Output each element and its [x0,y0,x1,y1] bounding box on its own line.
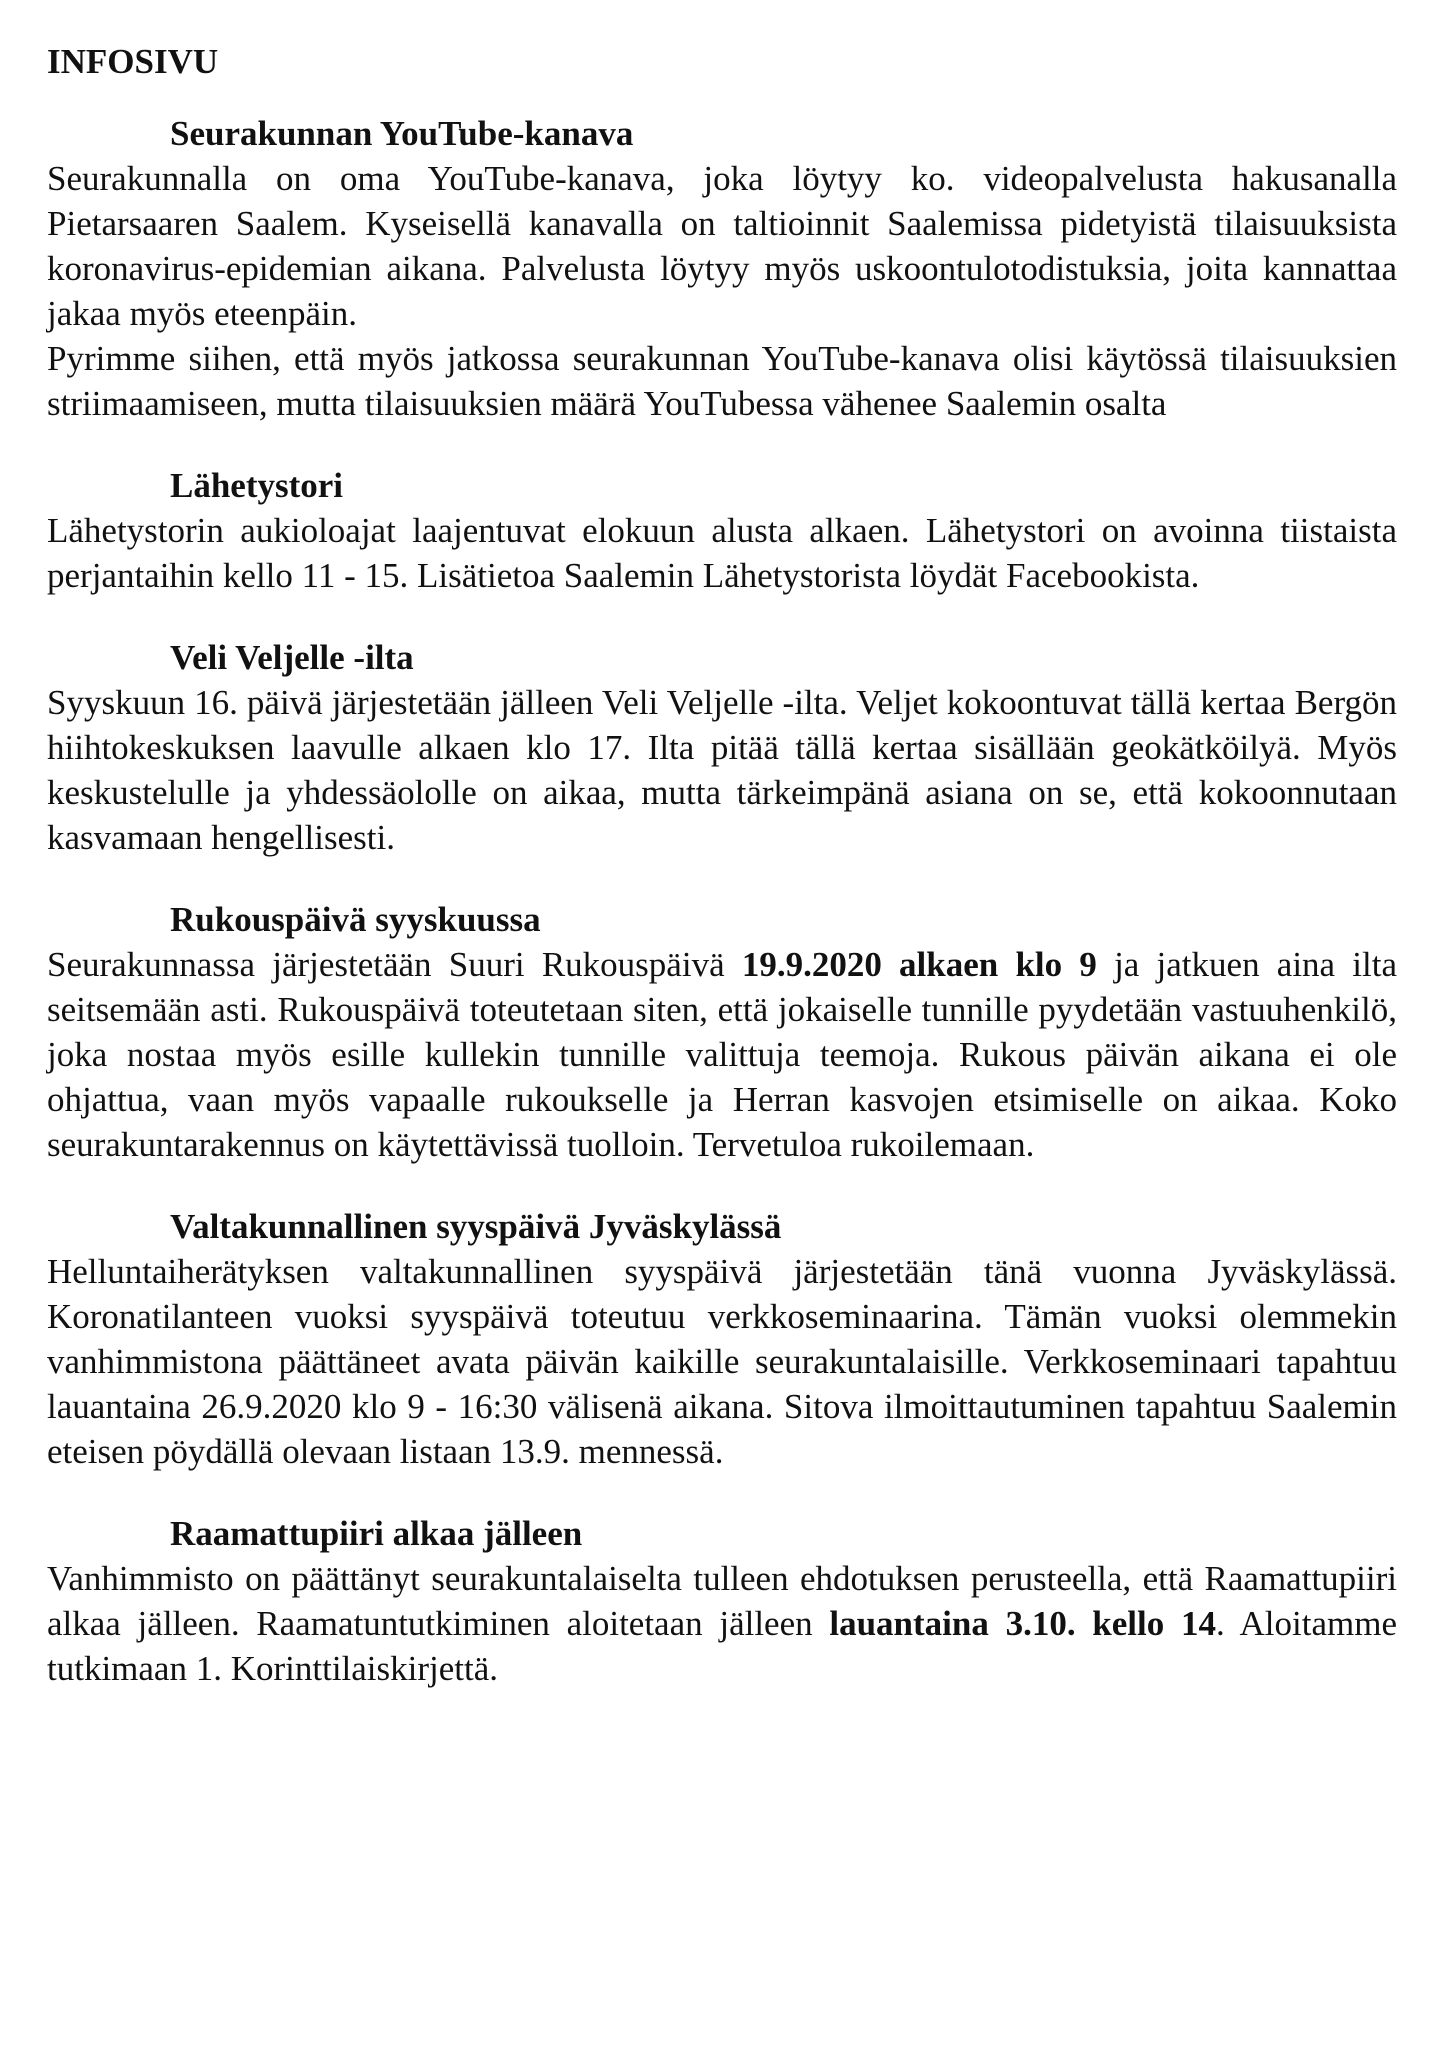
section-paragraph [47,942,1397,1167]
paragraph-text: Helluntaiherätyksen valtakunnallinen syyspäivä järjestetään tänä vuonna Jyväskylässä. Koronatilanteen vuoksi syyspäivä toteutuu verkkoseminaarina. Tämän vuoksi olemmekin vanhimmistona päättäneet avata päivän kaikille seurakuntalaisille. Verkkoseminaari tapahtuu lauantaina 26.9.2020 klo 9 - 16:30 välisenä aikana. Sitova ilmoittautuminen tapahtuu Saalemin eteisen pöydällä olevaan listaan 13.9. mennessä. [47,1252,1397,1471]
page-title: INFOSIVU [47,42,219,81]
sections-container [47,112,1397,1691]
section-heading: Lähetystori [170,466,344,505]
section-paragraph [47,156,1397,336]
emphasized-text: 19.9.2020 alkaen klo 9 [741,945,1097,984]
paragraph-text: Seurakunnassa järjestetään Suuri Rukouspäivä [47,945,742,984]
document-page [47,40,1397,1729]
section-paragraph [47,680,1397,860]
paragraph-text: . Aloitamme tutkimaan 1. Korinttilaiskirjettä. [47,1604,1397,1688]
section-paragraph [47,336,1397,426]
paragraph-text: Vanhimmisto on päättänyt seurakuntalaiselta tulleen ehdotuksen perusteella, että Raamattupiiri alkaa jälleen. Raamatuntutkiminen aloitetaan jälleen [47,1559,1397,1643]
section-4 [47,898,1397,1167]
paragraph-text: Lähetystorin aukioloajat laajentuvat elokuun alusta alkaen. Lähetystori on avoinna tiistaista perjantaihin kello 11 - 15. Lisätietoa Saalemin Lähetystorista löydät Facebookista. [47,511,1397,595]
section-paragraph [47,1556,1397,1691]
section-paragraph [47,508,1397,598]
section-heading: Veli Veljelle -ilta [170,638,414,677]
paragraph-text: Syyskuun 16. päivä järjestetään jälleen Veli Veljelle -ilta. Veljet kokoontuvat tällä kertaa Bergön hiihtokeskuksen laavulle alkaen klo 17. Ilta pitää tällä kertaa sisällään geokätköilyä. Myös keskustelulle ja yhdessäololle on aikaa, mutta tärkeimpänä asiana on se, että kokoonnutaan kasvamaan hengellisesti. [47,683,1397,857]
section-5 [47,1205,1397,1474]
paragraph-text: ja jatkuen aina ilta seitsemään asti. Rukouspäivä toteutetaan siten, että jokaiselle tunnille pyydetään vastuuhenkilö, joka nostaa myös esille kullekin tunnille valittuja teemoja. Rukous päivän aikana ei ole ohjattua, vaan myös vapaalle rukoukselle ja Herran kasvojen etsimiselle on aikaa. Koko seurakuntarakennus on käytettävissä tuolloin. Tervetuloa rukoilemaan. [47,945,1397,1164]
section-6 [47,1512,1397,1691]
paragraph-text: Seurakunnalla on oma YouTube-kanava, joka löytyy ko. videopalvelusta hakusanalla Pietarsaaren Saalem. Kyseisellä kanavalla on taltioinnit Saalemissa pidetyistä tilaisuuksista koronavirus-epidemian aikana. Palvelusta löytyy myös uskoontulotodistuksia, joita kannattaa jakaa myös eteenpäin. [47,159,1397,333]
section-heading: Rukouspäivä syyskuussa [170,900,541,939]
section-heading: Raamattupiiri alkaa jälleen [170,1514,583,1553]
paragraph-text: Pyrimme siihen, että myös jatkossa seurakunnan YouTube-kanava olisi käytössä tilaisuuksien striimaamiseen, mutta tilaisuuksien määrä YouTubessa vähenee Saalemin osalta [47,339,1397,423]
section-heading: Seurakunnan YouTube-kanava [170,114,634,153]
section-1 [47,112,1397,426]
section-paragraph [47,1249,1397,1474]
section-3 [47,636,1397,860]
section-2 [47,464,1397,598]
emphasized-text: lauantaina 3.10. kello 14 [829,1604,1216,1643]
section-heading: Valtakunnallinen syyspäivä Jyväskylässä [170,1207,782,1246]
